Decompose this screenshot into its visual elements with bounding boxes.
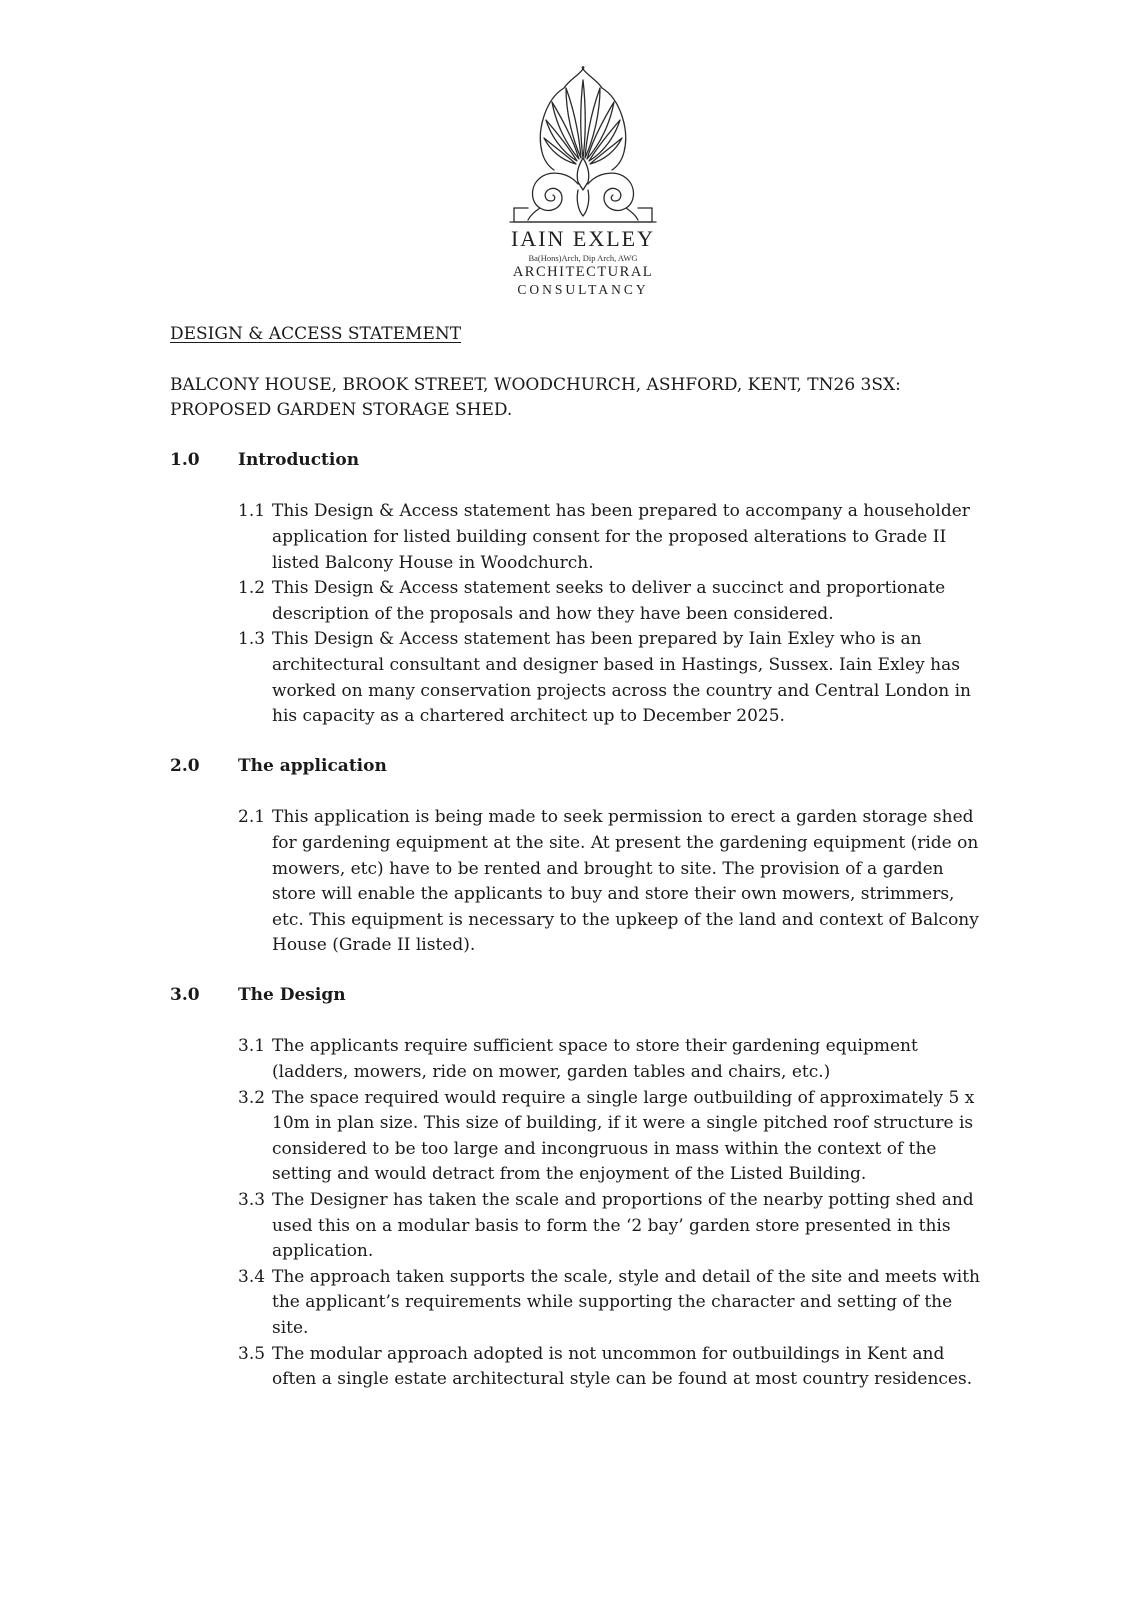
section-heading-design <box>170 983 990 1009</box>
paragraph-text: This application is being made to seek permission to erect a garden storage shed for gardening equipment at the site. At present the gardening equipment (ride on mowers, etc) have to be rented and brought to site. The provision of a garden store will enable the applicants to buy and store their own mowers, strimmers, etc. This equipment is necessary to the upkeep of the land and context of Balcony House (Grade II listed). <box>272 807 979 956</box>
paragraph-number: 1.3 <box>238 629 266 650</box>
paragraph-number: 3.5 <box>238 1343 266 1364</box>
paragraph-text: The modular approach adopted is not uncommon for outbuildings in Kent and often a single estate architectural style can be found at most country residences. <box>272 1343 973 1390</box>
paragraph-text: The approach taken supports the scale, style and detail of the site and meets with the applicant’s requirements while supporting the character and setting of the site. <box>272 1266 980 1338</box>
logo-qualifications: Ba(Hons)Arch, Dip Arch, AWG <box>528 253 638 263</box>
paragraph-number: 1.1 <box>238 501 266 522</box>
paragraph-text: The Designer has taken the scale and proportions of the nearby potting shed and used this on a modular basis to form the ‘2 bay’ garden store presented in this application. <box>272 1190 974 1262</box>
paragraph-text: This Design & Access statement has been prepared by Iain Exley who is an architectural consultant and designer based in Hastings, Sussex. Iain Exley has worked on many conservation projects across the country and Central London in his capacity as a chartered architect up to December 2025. <box>272 629 972 727</box>
paragraph-text: The space required would require a single large outbuilding of approximately 5 x 10m in plan size. This size of building, if it were a single pitched roof structure is considered to be too large and incongruous in mass within the context of the setting and would detract from the enjoyment of the Listed Building. <box>272 1087 975 1185</box>
paragraph-item <box>238 627 990 729</box>
paragraph-text: This Design & Access statement has been prepared to accompany a householder application for listed building consent for the proposed alterations to Grade II listed Balcony House in Woodchurch. <box>272 501 970 573</box>
section-number: 2.0 <box>170 755 200 776</box>
project-address-line-1: BALCONY HOUSE, BROOK STREET, WOODCHURCH, ASHFORD, KENT, TN26 3SX: <box>170 374 901 395</box>
section-number: 1.0 <box>170 449 200 470</box>
section-body-introduction <box>170 499 990 729</box>
paragraph-number: 1.2 <box>238 578 266 599</box>
paragraph-number: 3.4 <box>238 1266 266 1287</box>
paragraph-item <box>238 1086 990 1188</box>
paragraph-item <box>238 1188 990 1265</box>
paragraph-item <box>238 1265 990 1342</box>
logo-company-name: IAIN EXLEY <box>510 226 656 251</box>
paragraph-number: 3.1 <box>238 1036 266 1057</box>
paragraph-text: This Design & Access statement seeks to deliver a succinct and proportionate description of the proposals and how they have been considered. <box>272 578 946 624</box>
section-title: Introduction <box>238 449 360 470</box>
section-heading-application <box>170 754 990 780</box>
paragraph-item <box>238 1034 990 1085</box>
section-number: 3.0 <box>170 984 200 1005</box>
section-body-application <box>170 805 990 959</box>
document-body <box>170 322 990 1417</box>
logo-subtitle-architectural: ARCHITECTURAL <box>512 264 654 280</box>
document-title: DESIGN & ACCESS STATEMENT <box>170 324 462 344</box>
project-address-line-2: PROPOSED GARDEN STORAGE SHED. <box>170 400 513 421</box>
project-address <box>170 373 990 424</box>
section-body-design <box>170 1034 990 1392</box>
paragraph-number: 2.1 <box>238 807 266 828</box>
paragraph-item <box>238 576 990 627</box>
paragraph-number: 3.3 <box>238 1190 266 1211</box>
logo-subtitle-consultancy: CONSULTANCY <box>517 282 649 297</box>
paragraph-text: The applicants require sufficient space to store their gardening equipment (ladders, mowers, ride on mower, garden tables and chairs, etc.) <box>272 1036 918 1083</box>
section-title: The Design <box>238 984 346 1005</box>
paragraph-item <box>238 499 990 576</box>
paragraph-item <box>238 1342 990 1393</box>
paragraph-number: 3.2 <box>238 1087 266 1108</box>
anthemion-palmette-icon <box>506 66 660 226</box>
section-heading-introduction <box>170 448 990 474</box>
paragraph-item <box>238 805 990 959</box>
company-logo <box>506 66 660 298</box>
section-title: The application <box>238 755 387 776</box>
